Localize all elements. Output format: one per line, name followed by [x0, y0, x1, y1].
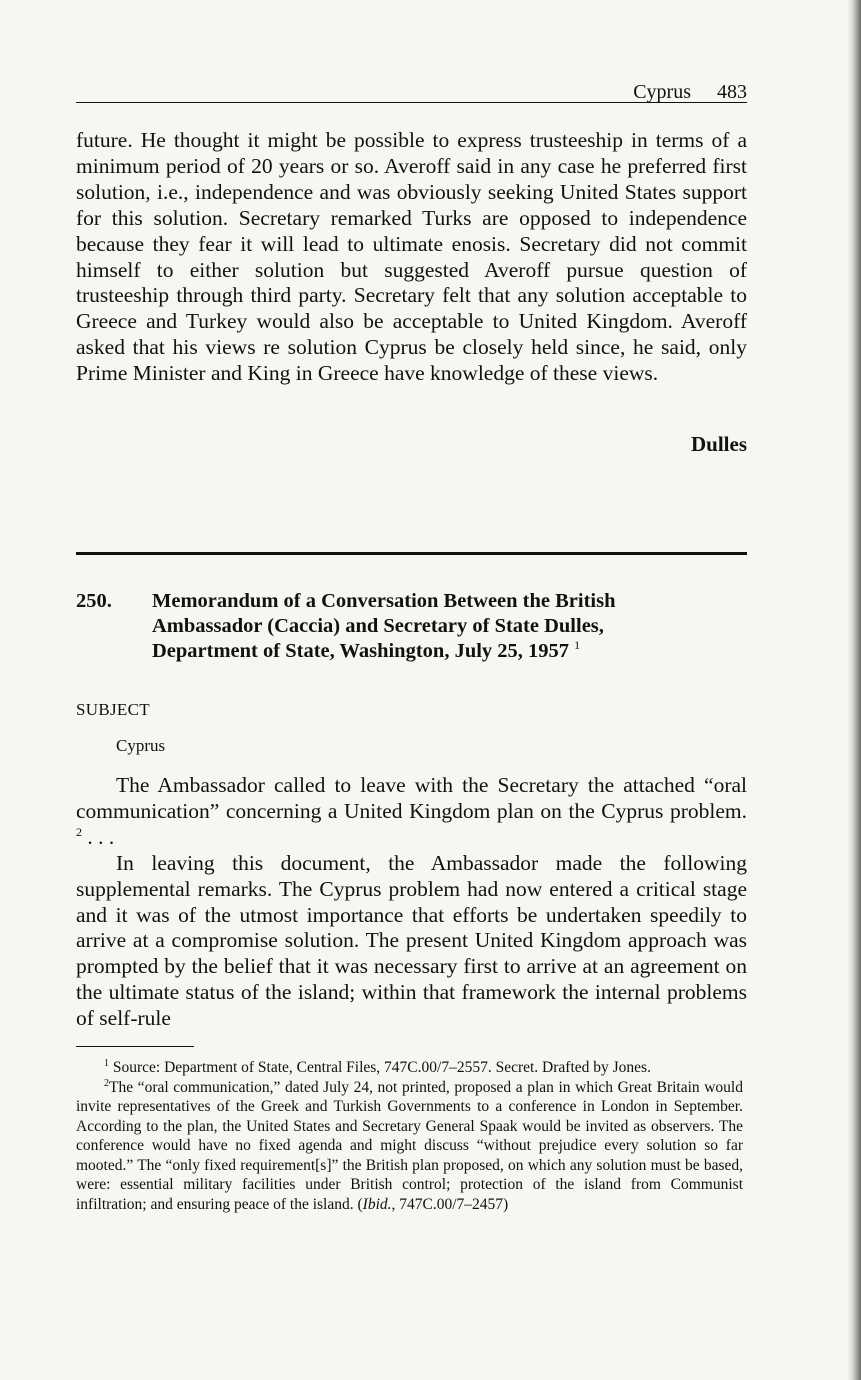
footnote-2	[76, 1078, 743, 1215]
footnote-2-text: The “oral communication,” dated July 24, not printed, proposed a plan in which Great Britain would invite representatives of the Greek and Turkish Governments to a conference in London in September. According to the plan, the United States and Secretary General Spaak would be invited as observers. The conference would have no fixed agenda and might discuss “without prejudice every solution so far mooted.” The “only fixed requirement[s]” the British plan proposed, on which any solution must be based, were: essential military facilities under British control; protection of the island from Communist infiltration; and ensuring peace of the island. (	[76, 1078, 743, 1213]
footnote-2-marker: 2	[104, 1077, 109, 1089]
page-number: 483	[717, 81, 747, 103]
subject-value: Cyprus	[116, 736, 166, 755]
document-body	[76, 773, 747, 1032]
footnote-1	[76, 1058, 743, 1078]
footnote-2-ibid: Ibid.	[362, 1195, 392, 1213]
footnote-ref-1[interactable]: 1	[574, 638, 581, 652]
page-edge-shadow	[847, 0, 861, 1380]
document-number: 250.	[76, 590, 112, 612]
footnotes	[76, 1058, 743, 1214]
paragraph-1-text: The Ambassador called to leave with the Secretary the attached “oral communication” concerning a United Kingdom plan on the Cyprus problem.	[76, 773, 747, 823]
running-header	[76, 78, 747, 103]
document-title-line: Ambassador (Caccia) and Secretary of State Dulles,	[152, 615, 604, 637]
document-title-line: Memorandum of a Conversation Between the British	[152, 590, 616, 612]
previous-document-paragraph: future. He thought it might be possible to express trusteeship in terms of a minimum period of 20 years or so. Averoff said in any case he preferred first solution, i.e., independence and was obviously seeking United States support for this solution. Secretary remarked Turks are opposed to independence because they fear it will lead to ultimate enosis. Secretary did not commit himself to either solution but suggested Averoff pursue question of trusteeship through third party. Secretary felt that any solution acceptable to Greece and Turkey would also be acceptable to United Kingdom. Averoff asked that his views re solution Cyprus be closely held since, he said, only Prime Minister and King in Greece have knowledge of these views.	[76, 128, 747, 386]
document-title-line-text: Department of State, Washington, July 25, 1957	[152, 640, 570, 662]
previous-document-text	[76, 128, 747, 387]
signature: Dulles	[690, 432, 747, 456]
footnote-ref-2[interactable]: 2	[76, 824, 82, 839]
footnote-1-marker: 1	[104, 1058, 109, 1069]
footnote-rule	[76, 1046, 194, 1047]
document-title	[152, 589, 747, 664]
subject-label: SUBJECT	[76, 700, 150, 719]
paragraph-2: In leaving this document, the Ambassador made the following supplemental remarks. The Cyprus problem had now entered a critical stage and it was of the utmost importance that efforts be undertaken speedily to arrive at a compromise solution. The present United Kingdom approach was prompted by the belief that it was necessary first to arrive at an agreement on the ultimate status of the island; within that framework the internal problems of self-rule	[76, 850, 747, 1031]
ellipsis: . . .	[87, 824, 115, 849]
document-separator-rule	[76, 552, 747, 555]
document-title-line	[152, 639, 747, 664]
footnote-1-text: Source: Department of State, Central Files, 747C.00/7–2557. Secret. Drafted by Jones.	[112, 1059, 651, 1076]
running-title: Cyprus	[633, 81, 691, 103]
footnote-2-text-end: , 747C.00/7–2457)	[391, 1195, 509, 1213]
paragraph-1	[76, 773, 747, 851]
